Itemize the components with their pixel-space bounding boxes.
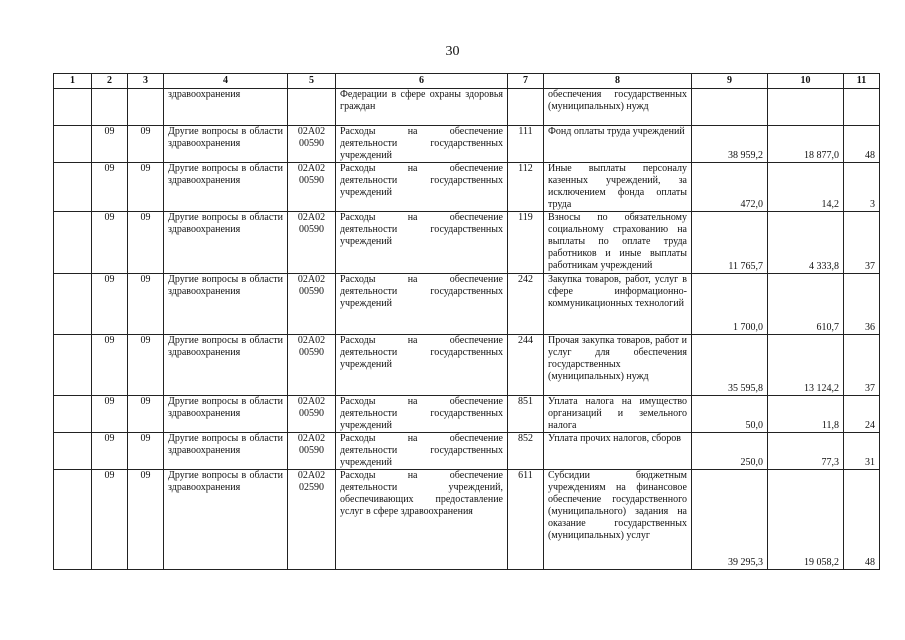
cell-expense-name: обеспечения государственных (муниципальных) нужд [544,89,692,126]
cell-expense-name: Уплата прочих налогов, сборов [544,433,692,470]
cell-plan: 39 295,3 [692,470,768,570]
cell-section: 09 [92,470,128,570]
cell-section-name: Другие вопросы в области здравоохранения [164,335,288,396]
header-col-1: 1 [54,74,92,89]
cell-target-name: Расходы на обеспечение деятельности государственных учреждений [336,433,508,470]
cell-target-name: Расходы на обеспечение деятельности государственных учреждений [336,335,508,396]
header-col-3: 3 [128,74,164,89]
cell-plan: 38 959,2 [692,126,768,163]
header-col-7: 7 [508,74,544,89]
cell-target-name: Федерации в сфере охраны здоровья граждан [336,89,508,126]
cell-target-name: Расходы на обеспечение деятельности государственных учреждений [336,274,508,335]
table-row [54,89,880,126]
table-row [54,274,880,335]
cell-target-name: Расходы на обеспечение деятельности государственных учреждений [336,163,508,212]
cell-section-name: Другие вопросы в области здравоохранения [164,163,288,212]
cell-target-code: 02А02 02590 [288,470,336,570]
cell-section-name: Другие вопросы в области здравоохранения [164,470,288,570]
cell-target-code: 02А02 00590 [288,126,336,163]
cell-target-name: Расходы на обеспечение деятельности государственных учреждений [336,126,508,163]
cell-expense-code: 244 [508,335,544,396]
cell-expense-name: Субсидии бюджетным учреждениям на финансовое обеспечение государственного (муниципального) задания на оказание государственных (муниципальных) услуг [544,470,692,570]
cell-percent: 24 [844,396,880,433]
cell-number [54,89,92,126]
header-col-11: 11 [844,74,880,89]
table-row [54,433,880,470]
cell-target-code: 02А02 00590 [288,396,336,433]
cell-number [54,274,92,335]
cell-subsection: 09 [128,163,164,212]
cell-target-code: 02А02 00590 [288,212,336,274]
header-row [54,74,880,89]
cell-section-name: Другие вопросы в области здравоохранения [164,274,288,335]
cell-expense-code: 112 [508,163,544,212]
cell-subsection: 09 [128,470,164,570]
cell-subsection: 09 [128,396,164,433]
cell-subsection: 09 [128,126,164,163]
cell-actual: 11,8 [768,396,844,433]
cell-section-name: Другие вопросы в области здравоохранения [164,126,288,163]
cell-actual: 610,7 [768,274,844,335]
budget-table [53,73,880,570]
header-col-4: 4 [164,74,288,89]
cell-subsection: 09 [128,433,164,470]
header-col-9: 9 [692,74,768,89]
cell-subsection: 09 [128,212,164,274]
cell-section-name: Другие вопросы в области здравоохранения [164,212,288,274]
cell-plan: 35 595,8 [692,335,768,396]
cell-expense-code: 851 [508,396,544,433]
table-row [54,126,880,163]
cell-expense-name: Закупка товаров, работ, услуг в сфере информационно-коммуникационных технологий [544,274,692,335]
cell-section-name: здравоохранения [164,89,288,126]
cell-number [54,126,92,163]
cell-number [54,470,92,570]
cell-number [54,212,92,274]
cell-actual: 14,2 [768,163,844,212]
cell-subsection: 09 [128,335,164,396]
cell-section: 09 [92,396,128,433]
cell-subsection [128,89,164,126]
cell-plan: 50,0 [692,396,768,433]
cell-actual: 19 058,2 [768,470,844,570]
cell-percent: 48 [844,126,880,163]
header-col-2: 2 [92,74,128,89]
header-col-6: 6 [336,74,508,89]
table-row [54,470,880,570]
cell-number [54,335,92,396]
cell-target-code: 02А02 00590 [288,335,336,396]
cell-expense-code [508,89,544,126]
cell-actual [768,89,844,126]
cell-number [54,163,92,212]
cell-expense-code: 611 [508,470,544,570]
cell-percent: 3 [844,163,880,212]
header-col-5: 5 [288,74,336,89]
cell-percent: 37 [844,335,880,396]
cell-expense-code: 242 [508,274,544,335]
cell-plan: 472,0 [692,163,768,212]
cell-target-code: 02А02 00590 [288,274,336,335]
cell-section-name: Другие вопросы в области здравоохранения [164,433,288,470]
table-row [54,212,880,274]
cell-percent: 37 [844,212,880,274]
cell-percent: 48 [844,470,880,570]
page-number: 30 [445,44,460,59]
cell-plan [692,89,768,126]
cell-expense-name: Уплата налога на имущество организаций и земельного налога [544,396,692,433]
cell-expense-name: Иные выплаты персоналу казенных учреждений, за исключением фонда оплаты труда [544,163,692,212]
cell-expense-code: 852 [508,433,544,470]
cell-number [54,433,92,470]
cell-expense-name: Взносы по обязательному социальному страхованию на выплаты по оплате труда работников и иные выплаты работникам учреждений [544,212,692,274]
header-col-10: 10 [768,74,844,89]
cell-expense-code: 119 [508,212,544,274]
cell-actual: 77,3 [768,433,844,470]
cell-section: 09 [92,335,128,396]
cell-plan: 250,0 [692,433,768,470]
cell-actual: 13 124,2 [768,335,844,396]
cell-target-name: Расходы на обеспечение деятельности государственных учреждений [336,396,508,433]
cell-plan: 1 700,0 [692,274,768,335]
cell-section: 09 [92,433,128,470]
cell-expense-name: Фонд оплаты труда учреждений [544,126,692,163]
cell-expense-name: Прочая закупка товаров, работ и услуг для обеспечения государственных (муниципальных) нужд [544,335,692,396]
cell-section-name: Другие вопросы в области здравоохранения [164,396,288,433]
cell-section: 09 [92,274,128,335]
cell-target-name: Расходы на обеспечение деятельности государственных учреждений [336,212,508,274]
cell-target-code: 02А02 00590 [288,433,336,470]
table-row [54,335,880,396]
cell-number [54,396,92,433]
cell-actual: 4 333,8 [768,212,844,274]
cell-actual: 18 877,0 [768,126,844,163]
cell-plan: 11 765,7 [692,212,768,274]
cell-target-name: Расходы на обеспечение деятельности учреждений, обеспечивающих предоставление услуг в сфере здравоохранения [336,470,508,570]
header-col-8: 8 [544,74,692,89]
cell-percent [844,89,880,126]
cell-section: 09 [92,163,128,212]
table-row [54,396,880,433]
cell-subsection: 09 [128,274,164,335]
cell-expense-code: 111 [508,126,544,163]
table-row [54,163,880,212]
cell-percent: 31 [844,433,880,470]
cell-target-code: 02А02 00590 [288,163,336,212]
cell-target-code [288,89,336,126]
cell-section: 09 [92,212,128,274]
cell-section: 09 [92,126,128,163]
cell-section [92,89,128,126]
cell-percent: 36 [844,274,880,335]
